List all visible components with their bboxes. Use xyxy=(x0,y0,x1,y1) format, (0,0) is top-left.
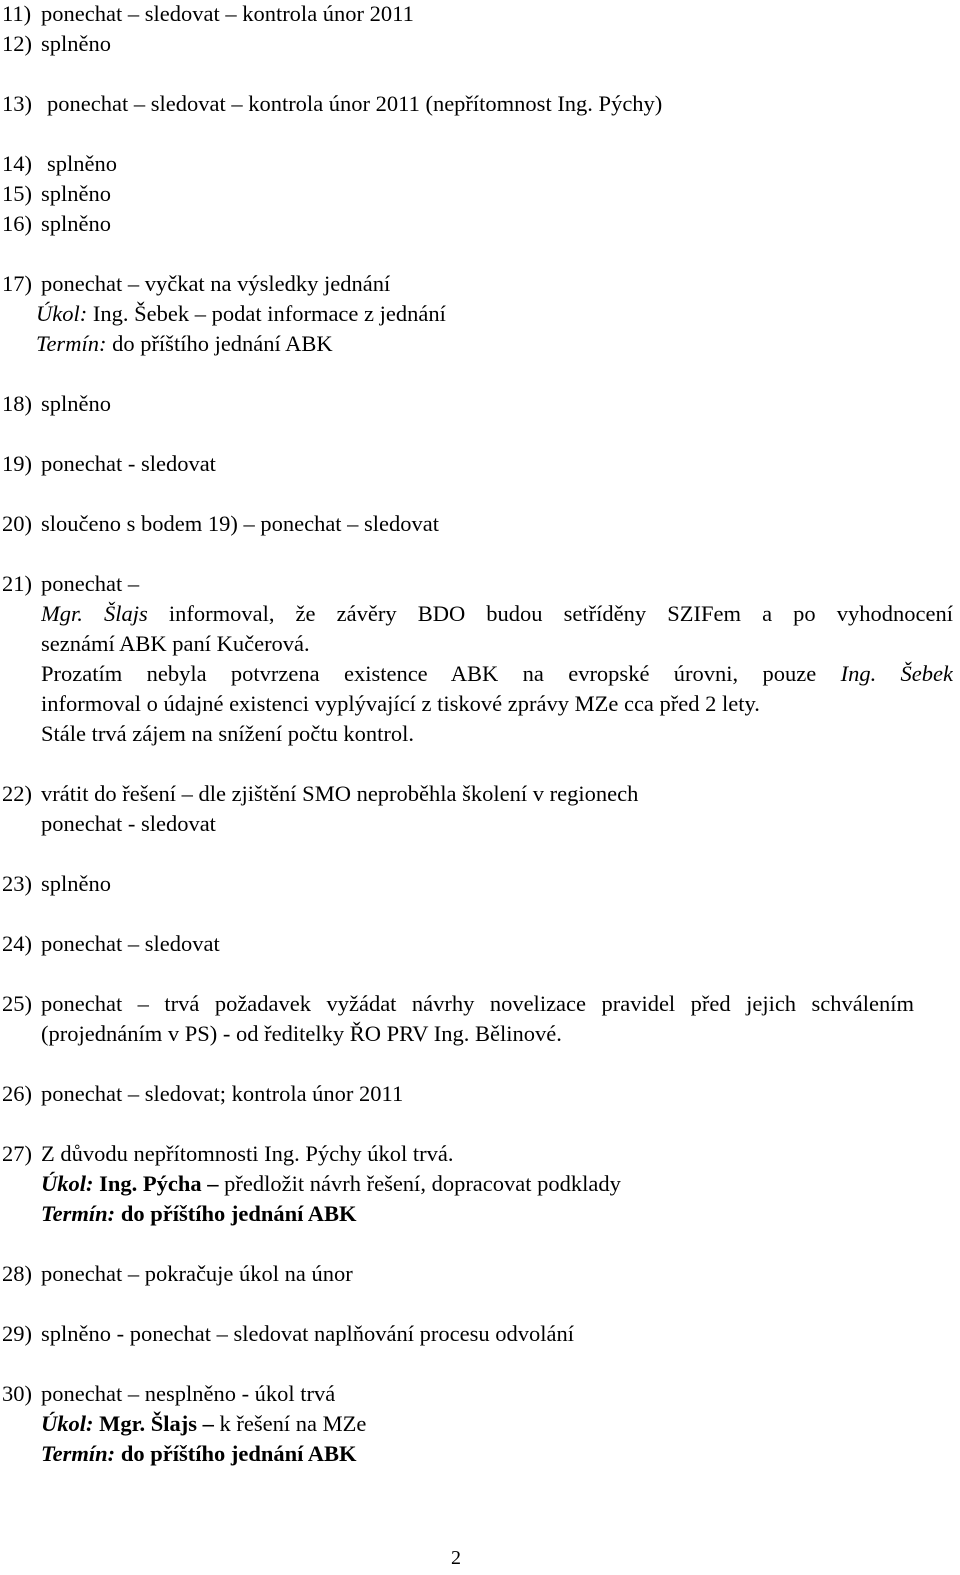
item-number: 20) xyxy=(2,511,32,536)
page-number: 2 xyxy=(451,1547,461,1569)
item-text: splněno xyxy=(41,391,111,416)
item-number: 18) xyxy=(2,391,32,416)
task-line xyxy=(36,300,446,328)
item-26 xyxy=(2,1080,403,1108)
item-11 xyxy=(2,0,414,28)
item-text: splněno xyxy=(47,151,117,176)
item-number: 30) xyxy=(2,1381,32,1406)
item-text: splněno xyxy=(41,211,111,236)
item-text: ponechat – pokračuje úkol na únor xyxy=(41,1261,353,1286)
task-line xyxy=(41,1170,621,1198)
item-14 xyxy=(2,150,117,178)
item-28 xyxy=(2,1260,353,1288)
task-line xyxy=(41,1410,366,1438)
item-18 xyxy=(2,390,111,418)
deadline-text: do příštího jednání ABK xyxy=(106,331,333,356)
item-number: 29) xyxy=(2,1321,32,1346)
item-text: splněno xyxy=(41,31,111,56)
item-text: Z důvodu nepřítomnosti Ing. Pýchy úkol trvá. xyxy=(41,1141,454,1166)
deadline-line xyxy=(36,330,333,358)
item-text: ponechat – vyčkat na výsledky jednání xyxy=(41,271,391,296)
task-label: Úkol: xyxy=(41,1411,94,1436)
item-27 xyxy=(2,1140,453,1168)
item-21-line-5: Stále trvá zájem na snížení počtu kontrol. xyxy=(41,721,415,746)
task-label: Úkol: xyxy=(36,301,88,326)
item-text: ponechat – sledovat xyxy=(41,931,220,956)
item-number: 22) xyxy=(2,781,32,806)
person-name: Ing. Šebek xyxy=(840,661,953,686)
item-number: 15) xyxy=(2,181,32,206)
item-21 xyxy=(2,570,139,598)
item-29 xyxy=(2,1320,574,1348)
item-25-line-2: (projednáním v PS) - od ředitelky ŘO PRV Ing. Bělinové. xyxy=(41,1021,562,1046)
item-number: 23) xyxy=(2,871,32,896)
item-text: ponechat – xyxy=(41,571,140,596)
item-number: 19) xyxy=(2,451,32,476)
item-number: 27) xyxy=(2,1141,32,1166)
item-number: 28) xyxy=(2,1261,32,1286)
item-number: 21) xyxy=(2,571,32,596)
item-number: 26) xyxy=(2,1081,32,1106)
item-21-line-1 xyxy=(41,600,953,628)
item-16 xyxy=(2,210,111,238)
task-text: Ing. Šebek – podat informace z jednání xyxy=(87,301,446,326)
task-text: k řešení na MZe xyxy=(213,1411,367,1436)
item-text: ponechat – sledovat – kontrola únor 2011 (nepřítomnost Ing. Pýchy) xyxy=(47,91,663,116)
item-text: splněno xyxy=(41,871,111,896)
item-number: 11) xyxy=(2,1,32,26)
task-person: Ing. Pýcha – xyxy=(93,1171,219,1196)
item-24 xyxy=(2,930,220,958)
item-text: sloučeno s bodem 19) – ponechat – sledovat xyxy=(41,511,440,536)
item-text: ponechat – sledovat; kontrola únor 2011 xyxy=(41,1081,404,1106)
item-21-line-2: seznámí ABK paní Kučerová. xyxy=(41,631,310,656)
item-13 xyxy=(2,90,662,118)
item-21-line-4: informoval o údajné existenci vyplývající z tiskové zprávy MZe cca před 2 lety. xyxy=(41,691,760,716)
item-25 xyxy=(2,990,914,1018)
deadline-text: do příštího jednání ABK xyxy=(115,1201,357,1226)
deadline-line xyxy=(41,1440,357,1468)
deadline-text: do příštího jednání ABK xyxy=(115,1441,357,1466)
line-text: informoval, že závěry BDO budou setříděny SZIFem a po vyhodnocení xyxy=(147,601,953,626)
deadline-line xyxy=(41,1200,357,1228)
item-20 xyxy=(2,510,439,538)
item-19 xyxy=(2,450,216,478)
task-text: předložit návrh řešení, dopracovat podklady xyxy=(218,1171,621,1196)
item-text: vrátit do řešení – dle zjištění SMO neproběhla školení v regionech xyxy=(41,781,639,806)
item-30 xyxy=(2,1380,335,1408)
item-number: 25) xyxy=(2,991,32,1016)
deadline-label: Termín: xyxy=(41,1441,116,1466)
item-text: ponechat – nesplněno - úkol trvá xyxy=(41,1381,336,1406)
item-text: splněno - ponechat – sledovat naplňování procesu odvolání xyxy=(41,1321,574,1346)
item-text: splněno xyxy=(41,181,111,206)
item-22-line-2: ponechat - sledovat xyxy=(41,811,216,836)
item-number: 12) xyxy=(2,31,32,56)
item-21-line-3 xyxy=(41,660,953,688)
item-23 xyxy=(2,870,111,898)
item-number: 24) xyxy=(2,931,32,956)
item-text: ponechat – sledovat – kontrola únor 2011 xyxy=(41,1,414,26)
person-name: Mgr. Šlajs xyxy=(41,601,148,626)
item-22 xyxy=(2,780,638,808)
deadline-label: Termín: xyxy=(41,1201,116,1226)
task-person: Mgr. Šlajs – xyxy=(93,1411,214,1436)
item-12 xyxy=(2,30,111,58)
item-17 xyxy=(2,270,390,298)
item-text: ponechat - sledovat xyxy=(41,451,216,476)
item-number: 17) xyxy=(2,271,32,296)
line-text: Prozatím nebyla potvrzena existence ABK na evropské úrovni, pouze xyxy=(41,661,841,686)
item-number: 13) xyxy=(2,91,32,116)
item-number: 14) xyxy=(2,151,32,176)
deadline-label: Termín: xyxy=(36,331,107,356)
item-15 xyxy=(2,180,111,208)
item-text: ponechat – trvá požadavek vyžádat návrhy novelizace pravidel před jejich schválením xyxy=(41,991,914,1016)
item-number: 16) xyxy=(2,211,32,236)
task-label: Úkol: xyxy=(41,1171,94,1196)
